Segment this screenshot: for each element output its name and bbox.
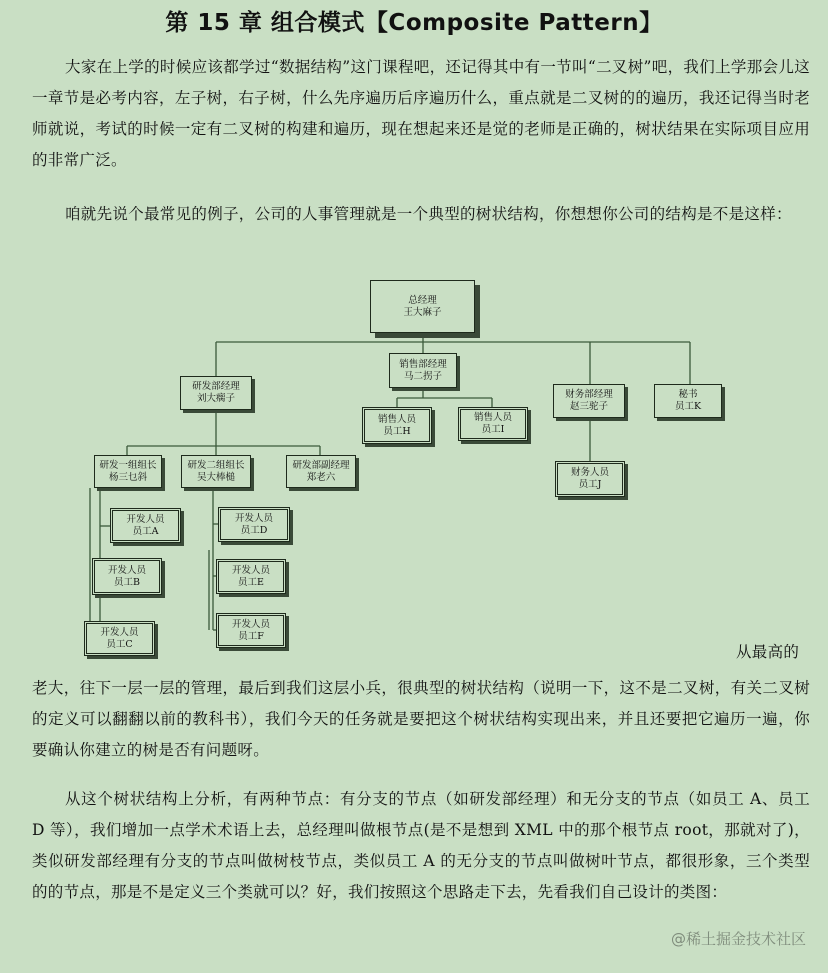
org-node-finance-j <box>555 461 625 497</box>
org-node-dev-lead-2-name: 吴大棒槌 <box>196 471 235 483</box>
org-node-secretary-title: 秘书 <box>678 389 698 400</box>
org-node-dev-a <box>110 508 181 543</box>
org-node-dev-a-name: 员工A <box>132 525 159 537</box>
watermark: @稀土掘金技术社区 <box>670 930 806 948</box>
org-node-dev-b <box>92 558 162 595</box>
org-node-secretary <box>654 384 722 418</box>
org-node-dev-d <box>218 507 290 542</box>
paragraph-example: 咱就先说个最常见的例子，公司的人事管理就是一个典型的树状结构，你想想你公司的结构是不是这样： <box>65 205 792 223</box>
org-node-dev-lead-1 <box>94 455 162 488</box>
org-node-dev-lead-1-name: 杨三乜斜 <box>108 471 147 483</box>
org-node-dev-d-title: 开发人员 <box>234 512 273 524</box>
org-node-dev-c <box>84 621 155 656</box>
org-node-root <box>370 280 475 333</box>
org-node-dev-c-name: 员工C <box>106 638 133 650</box>
org-node-root-title: 总经理 <box>408 294 437 306</box>
org-node-sales-manager <box>389 353 457 388</box>
org-node-dev-f-title: 开发人员 <box>231 618 270 630</box>
org-node-dev-f <box>216 613 286 648</box>
org-node-dev-e <box>216 559 286 594</box>
org-node-sales-manager-title: 销售部经理 <box>399 358 447 370</box>
org-node-finance-manager-name: 赵三驼子 <box>569 401 608 412</box>
org-node-dev-lead-2 <box>181 455 251 488</box>
org-node-dev-manager-title: 研发部经理 <box>192 381 240 392</box>
paragraph-continuation-start: 从最高的 <box>736 643 800 661</box>
paragraph-intro: 大家在上学的时候应该都学过“数据结构”这门课程吧，还记得其中有一节叫“二叉树”吧，我们上学那会儿这一章节是必考内容，左子树，右子树，什么先序遍历后序遍历什么，重点就是二叉树的的遍历，我还记得当时老师就说，考试的时候一定有二叉树的构建和遍历，现在想起来还是觉的老师是正确的，树状结果在实际项目应用的非常广泛。 <box>32 58 810 169</box>
org-node-dev-vice-manager-name: 郑老六 <box>306 471 336 483</box>
org-node-dev-e-title: 开发人员 <box>231 564 270 576</box>
org-node-dev-b-title: 开发人员 <box>107 564 146 576</box>
org-node-secretary-name: 员工K <box>674 401 702 412</box>
org-node-dev-e-name: 员工E <box>238 576 264 588</box>
org-node-dev-lead-2-title: 研发二组组长 <box>187 459 245 471</box>
org-node-sales-i-name: 员工I <box>481 424 505 435</box>
org-node-finance-manager-title: 财务部经理 <box>565 389 613 400</box>
org-node-dev-f-name: 员工F <box>238 630 264 642</box>
org-node-dev-manager <box>180 376 252 410</box>
org-node-dev-a-title: 开发人员 <box>126 513 165 525</box>
org-node-finance-j-name: 员工J <box>578 479 602 490</box>
org-node-sales-manager-name: 马二拐子 <box>403 370 442 382</box>
org-node-dev-b-name: 员工B <box>114 576 140 588</box>
org-node-finance-manager <box>553 384 625 418</box>
paragraph-analysis: 从这个树状结构上分析，有两种节点：有分支的节点（如研发部经理）和无分支的节点（如员工 A、员工 D 等），我们增加一点学术术语上去，总经理叫做根节点(是不是想到 XML 中的那个根节点 root，那就对了)，类似研发部经理有分支的节点叫做树枝节点，类似员工 A 的无分支的节点叫做树叶节点，都很形象，三个类型的的节点，那是不是定义三个类就可以？好，我们按照这个思路走下去，先看我们自己设计的类图： <box>32 790 810 901</box>
org-node-dev-manager-name: 刘大瘸子 <box>196 393 235 404</box>
org-node-dev-lead-1-title: 研发一组组长 <box>99 459 157 471</box>
org-node-dev-vice-manager-title: 研发部副经理 <box>292 459 350 471</box>
org-node-sales-h <box>362 407 432 444</box>
org-node-sales-i <box>458 407 528 441</box>
org-node-dev-d-name: 员工D <box>240 524 268 536</box>
org-node-dev-c-title: 开发人员 <box>100 626 139 638</box>
org-node-sales-h-name: 员工H <box>383 425 411 437</box>
org-node-sales-i-title: 销售人员 <box>473 412 512 423</box>
org-node-dev-vice-manager <box>286 455 356 488</box>
org-node-sales-h-title: 销售人员 <box>377 413 416 425</box>
org-node-finance-j-title: 财务人员 <box>570 467 609 478</box>
paragraph-continuation: 老大，往下一层一层的管理，最后到我们这层小兵，很典型的树状结构（说明一下，这不是二叉树，有关二叉树的定义可以翻翻以前的教科书），我们今天的任务就是要把这个树状结构实现出来，并且还要把它遍历一遍，你要确认你建立的树是否有问题呀。 <box>32 679 810 759</box>
chapter-title: 第 15 章 组合模式【Composite Pattern】 <box>165 10 663 36</box>
org-node-root-name: 王大麻子 <box>403 306 442 318</box>
